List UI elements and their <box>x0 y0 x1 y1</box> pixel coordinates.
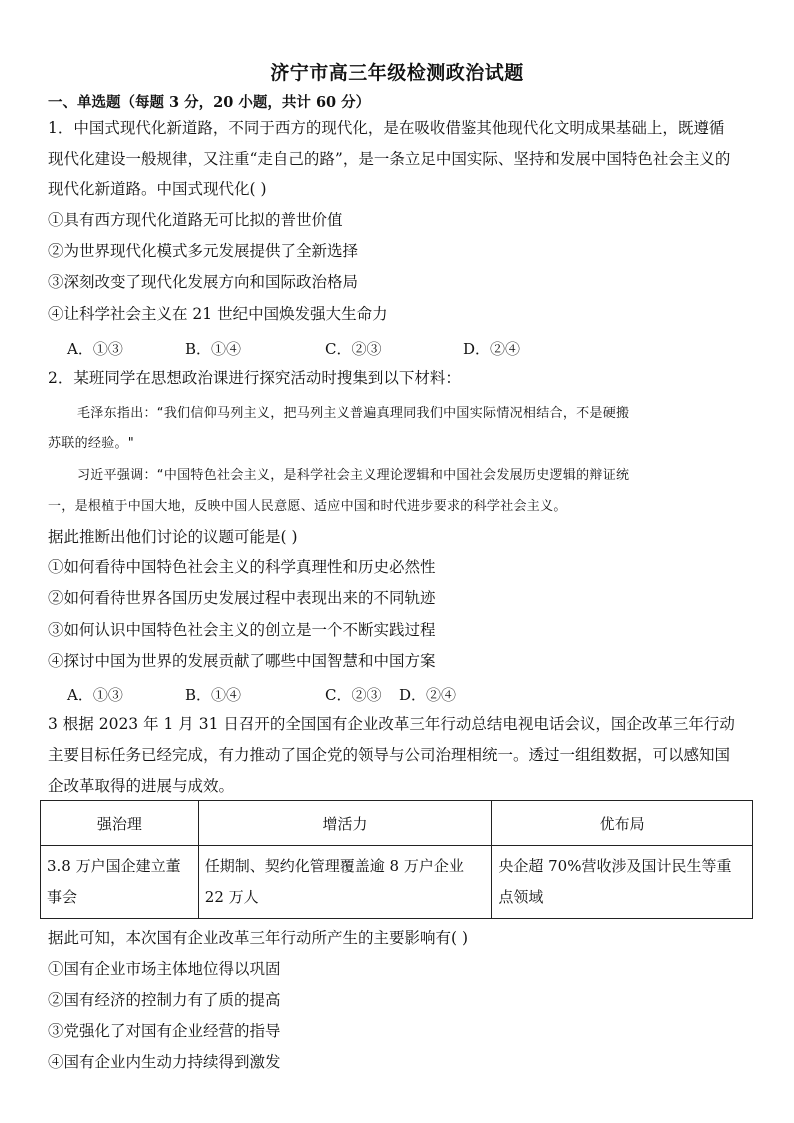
q1-option-a: A．①③ <box>67 340 123 358</box>
table-cell: 央企超 70%营收涉及国计民生等重点领域 <box>492 846 753 919</box>
q1-stem-line: 1．中国式现代化新道路，不同于西方的现代化，是在吸收借鉴其他现代化文明成果基础上，既遵循 <box>48 119 725 137</box>
q1-option-d: D．②④ <box>463 340 521 358</box>
table-cell: 3.8 万户国企建立董事会 <box>41 846 199 919</box>
q1-item: ④让科学社会主义在 21 世纪中国焕发强大生命力 <box>48 305 388 323</box>
table-row <box>41 846 753 919</box>
table-cell: 任期制、契约化管理覆盖逾 8 万户企业 22 万人 <box>198 846 492 919</box>
q3-stem-line: 企改革取得的进展与成效。 <box>48 777 235 795</box>
q2-option-d: D．②④ <box>399 686 457 704</box>
table-header-row <box>41 801 753 846</box>
q2-quote-mao: 毛泽东指出：“我们信仰马列主义，把马列主义普遍真理同我们中国实际情况相结合，不是硬搬 <box>77 406 630 421</box>
q1-item: ①具有西方现代化道路无可比拟的普世价值 <box>48 211 343 229</box>
q1-stem-line: 现代化建设一般规律，又注重“走自己的路”，是一条立足中国实际、坚持和发展中国特色社会主义的 <box>48 150 731 168</box>
q3-item: ②国有经济的控制力有了质的提高 <box>48 991 281 1009</box>
q1-item: ②为世界现代化模式多元发展提供了全新选择 <box>48 242 359 260</box>
table-header-cell: 优布局 <box>492 801 753 846</box>
q3-item: ③党强化了对国有企业经营的指导 <box>48 1022 281 1040</box>
q1-stem-line: 现代化新道路。中国式现代化( ) <box>48 180 267 198</box>
q3-item: ④国有企业内生动力持续得到激发 <box>48 1053 281 1071</box>
q2-item: ①如何看待中国特色社会主义的科学真理性和历史必然性 <box>48 558 436 576</box>
q3-item: ①国有企业市场主体地位得以巩固 <box>48 960 281 978</box>
q2-item: ④探讨中国为世界的发展贡献了哪些中国智慧和中国方案 <box>48 652 436 670</box>
q1-option-c: C．②③ <box>325 340 382 358</box>
q2-option-c: C．②③ <box>325 686 382 704</box>
page-title: 济宁市高三年级检测政治试题 <box>270 62 524 84</box>
q3-stem-line: 主要目标任务已经完成，有力推动了国企党的领导与公司治理相统一。透过一组组数据，可以感知国 <box>48 746 731 764</box>
q2-option-b: B．①④ <box>185 686 242 704</box>
q2-quote-xi: 习近平强调：“中国特色社会主义，是科学社会主义理论逻辑和中国社会发展历史逻辑的辩证统 <box>77 468 630 483</box>
q2-quote-xi: 一，是根植于中国大地，反映中国人民意愿、适应中国和时代进步要求的科学社会主义。 <box>48 499 567 514</box>
q3-stem-line: 3 根据 2023 年 1 月 31 日召开的全国国有企业改革三年行动总结电视电话会议，国企改革三年行动 <box>48 715 735 733</box>
table-header-cell: 强治理 <box>41 801 199 846</box>
q2-question: 据此推断出他们讨论的议题可能是( ) <box>48 528 298 546</box>
reform-data-table <box>40 800 753 919</box>
q2-stem: 2．某班同学在思想政治课进行探究活动时搜集到以下材料： <box>48 369 461 387</box>
table-header-cell: 增活力 <box>198 801 492 846</box>
q2-quote-mao: 苏联的经验。" <box>48 436 135 451</box>
q2-option-a: A．①③ <box>67 686 123 704</box>
q1-option-b: B．①④ <box>185 340 242 358</box>
q3-question: 据此可知，本次国有企业改革三年行动所产生的主要影响有( ) <box>48 929 469 947</box>
section-heading: 一、单选题（每题 3 分，20 小题，共计 60 分） <box>48 94 371 111</box>
q1-item: ③深刻改变了现代化发展方向和国际政治格局 <box>48 273 359 291</box>
q2-item: ②如何看待世界各国历史发展过程中表现出来的不同轨迹 <box>48 589 436 607</box>
q2-item: ③如何认识中国特色社会主义的创立是一个不断实践过程 <box>48 621 436 639</box>
